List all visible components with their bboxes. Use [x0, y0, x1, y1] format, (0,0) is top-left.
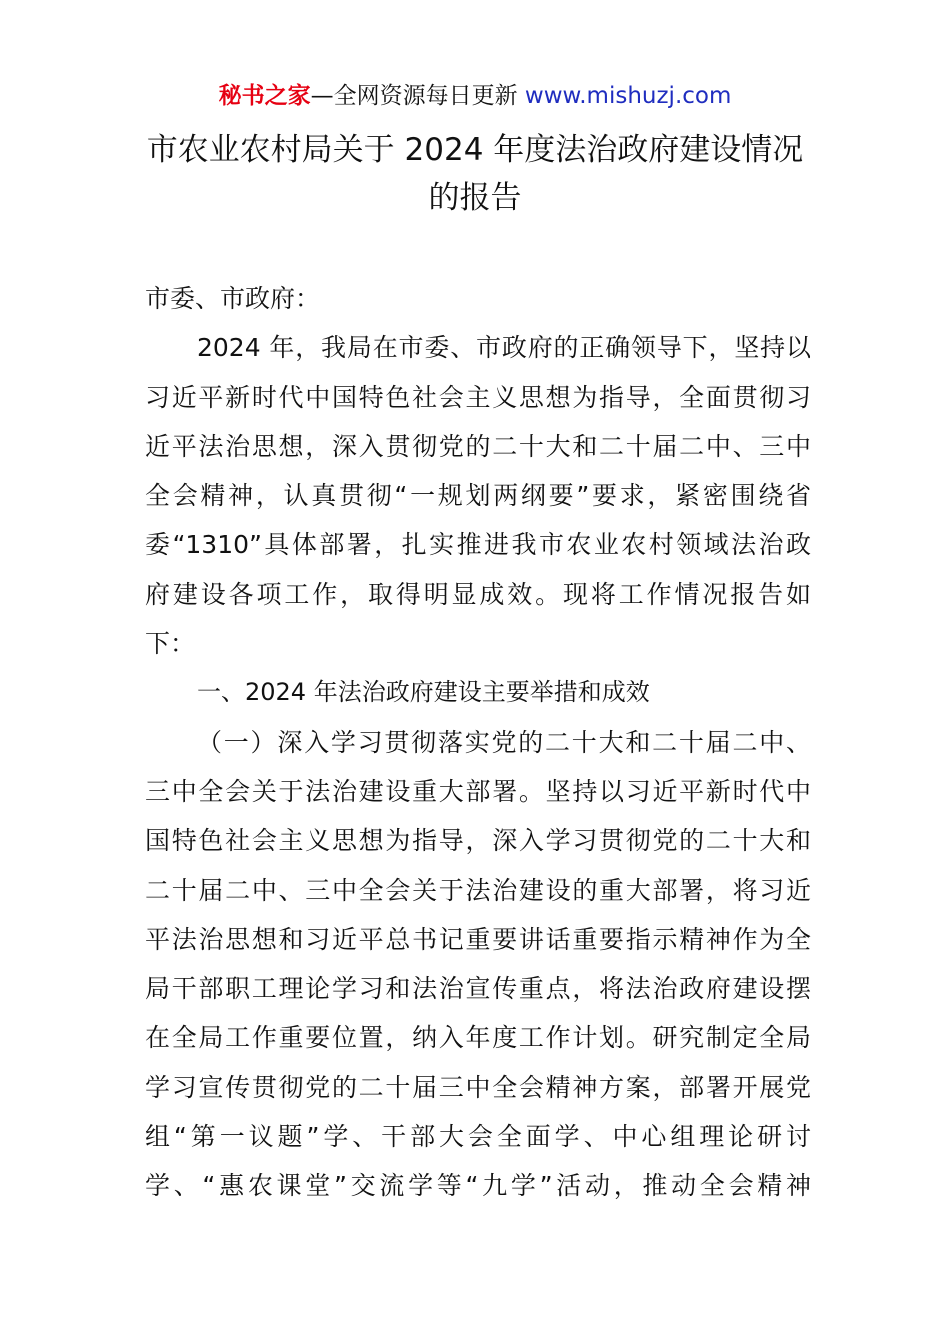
salutation: 市委、市政府：	[145, 284, 321, 313]
title-line-2: 的报告	[428, 180, 522, 216]
paragraph-line: 国特色社会主义思想为指导，深入学习贯彻党的二十大和	[145, 826, 811, 856]
document-title	[120, 126, 830, 222]
section-heading: 一、2024 年法治政府建设主要举措和成效	[197, 678, 650, 707]
paragraph-line: 组“第一议题”学、干部大会全面学、中心组理论研讨	[145, 1122, 811, 1152]
paragraph-line: 习近平新时代中国特色社会主义思想为指导，全面贯彻习	[145, 382, 811, 412]
paragraph-line: 委“1310”具体部署，扎实推进我市农业农村领域法治政	[145, 530, 811, 560]
paragraph-line: 学、“惠农课堂”交流学等“九学”活动，推动全会精神	[145, 1171, 811, 1201]
paragraph-line: 府建设各项工作，取得明显成效。现将工作情况报告如	[145, 579, 811, 609]
document-body	[145, 274, 811, 1211]
paragraph-line: 学习宣传贯彻党的二十届三中全会精神方案，部署开展党	[145, 1072, 811, 1102]
paragraph-line: 近平法治思想，深入贯彻党的二十大和二十届二中、三中	[145, 431, 811, 461]
subsection-heading: （一）深入学习贯彻落实党的二十大和二十届二中、	[197, 727, 811, 757]
header-tagline: —全网资源每日更新	[310, 83, 525, 109]
site-url-link[interactable]: www.mishuzj.com	[524, 83, 732, 109]
paragraph-line: 局干部职工理论学习和法治宣传重点，将法治政府建设摆	[145, 974, 811, 1004]
paragraph-line: 平法治思想和习近平总书记重要讲话重要指示精神作为全	[145, 924, 811, 954]
paragraph-line: 2024 年，我局在市委、市政府的正确领导下，坚持以	[197, 333, 811, 363]
brand-name: 秘书之家	[218, 83, 311, 109]
paragraph-line: 下：	[145, 629, 196, 659]
watermark-header	[0, 80, 950, 112]
paragraph-line: 三中全会关于法治建设重大部署。坚持以习近平新时代中	[145, 776, 811, 806]
paragraph-line: 二十届二中、三中全会关于法治建设的重大部署，将习近	[145, 875, 811, 905]
paragraph-line: 全会精神，认真贯彻“一规划两纲要”要求，紧密围绕省	[145, 481, 811, 511]
title-line-1: 市农业农村局关于 2024 年度法治政府建设情况	[146, 132, 804, 168]
paragraph-line: 在全局工作重要位置，纳入年度工作计划。研究制定全局	[145, 1023, 811, 1053]
